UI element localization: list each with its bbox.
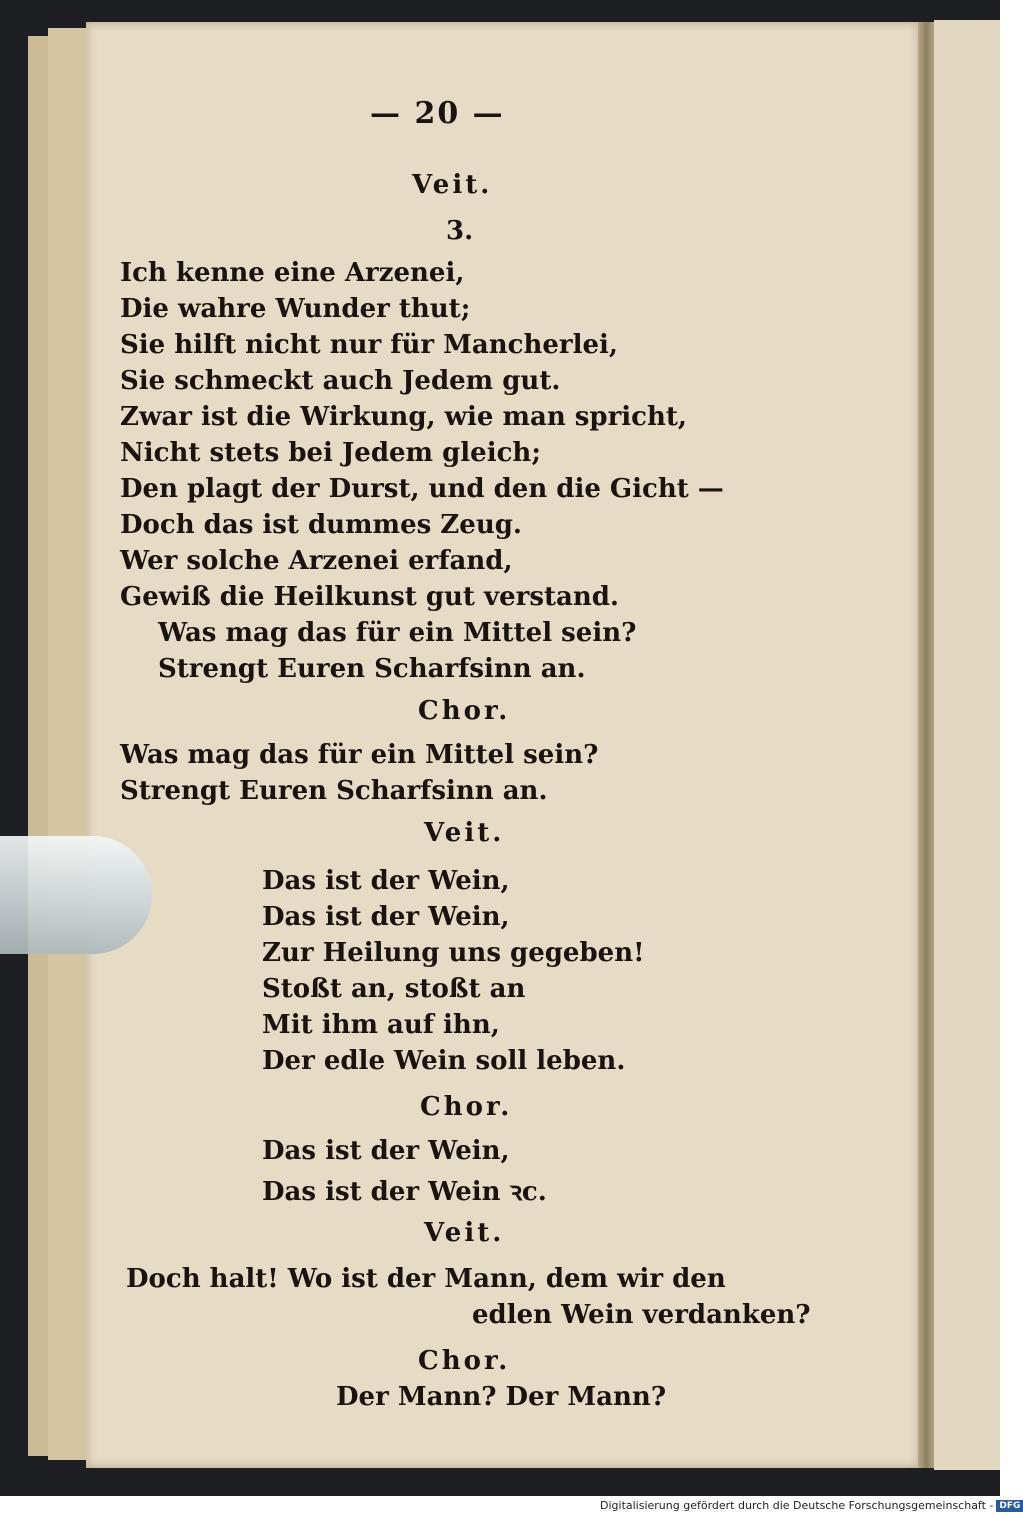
verse-line: Sie hilft nicht nur für Mancherlei, bbox=[120, 330, 618, 360]
verse-line: Nicht stets bei Jedem gleich; bbox=[120, 438, 541, 468]
verse-line: edlen Wein verdanken? bbox=[472, 1300, 811, 1330]
verse-line: Strengt Euren Scharfsinn an. bbox=[158, 654, 586, 684]
chorus-line: Das ist der Wein ꝛc. bbox=[262, 1177, 547, 1207]
verse-line: Sie schmeckt auch Jedem gut. bbox=[120, 366, 561, 396]
verse-line: Wer solche Arzenei erfand, bbox=[120, 546, 513, 576]
chorus-label: Chor. bbox=[418, 696, 511, 726]
verse-line: Doch halt! Wo ist der Mann, dem wir den bbox=[126, 1264, 726, 1294]
verse-line: Den plagt der Durst, und den die Gicht — bbox=[120, 474, 724, 504]
speaker-label: Veit. bbox=[424, 818, 505, 848]
book-gutter bbox=[918, 22, 934, 1468]
verse-line: Doch das ist dummes Zeug. bbox=[120, 510, 522, 540]
chorus-label: Chor. bbox=[418, 1346, 511, 1376]
page-number: — 20 — bbox=[370, 96, 505, 131]
verse-line: Das ist der Wein, bbox=[262, 902, 510, 932]
footer-text: Digitalisierung gefördert durch die Deutsche Forschungsgemeinschaft - bbox=[600, 1499, 994, 1512]
verse-line: Die wahre Wunder thut; bbox=[120, 294, 471, 324]
verse-line: Mit ihm auf ihn, bbox=[262, 1010, 500, 1040]
chorus-line: Was mag das für ein Mittel sein? bbox=[120, 740, 599, 770]
chorus-line: Strengt Euren Scharfsinn an. bbox=[120, 776, 548, 806]
dfg-logo: DFG bbox=[996, 1500, 1023, 1512]
chorus-line: Das ist der Wein, bbox=[262, 1136, 510, 1166]
plastic-page-clip bbox=[0, 836, 152, 954]
digitization-footer bbox=[600, 1499, 1021, 1516]
verse-line: Zwar ist die Wirkung, wie man spricht, bbox=[120, 402, 687, 432]
verse-line: Ich kenne eine Arzenei, bbox=[120, 258, 465, 288]
speaker-label: Veit. bbox=[424, 1218, 505, 1248]
stanza-number: 3. bbox=[446, 216, 474, 246]
verse-line: Das ist der Wein, bbox=[262, 866, 510, 896]
page-edge-inner bbox=[48, 28, 88, 1460]
facing-page-edge bbox=[934, 20, 1000, 1470]
verse-line: Gewiß die Heilkunst gut verstand. bbox=[120, 582, 619, 612]
speaker-label: Veit. bbox=[412, 170, 493, 200]
verse-line: Was mag das für ein Mittel sein? bbox=[158, 618, 637, 648]
verse-line: Zur Heilung uns gegeben! bbox=[262, 938, 645, 968]
chorus-line: Der Mann? Der Mann? bbox=[336, 1382, 667, 1412]
chorus-label: Chor. bbox=[420, 1092, 513, 1122]
verse-line: Der edle Wein soll leben. bbox=[262, 1046, 626, 1076]
verse-line: Stoßt an, stoßt an bbox=[262, 974, 526, 1004]
